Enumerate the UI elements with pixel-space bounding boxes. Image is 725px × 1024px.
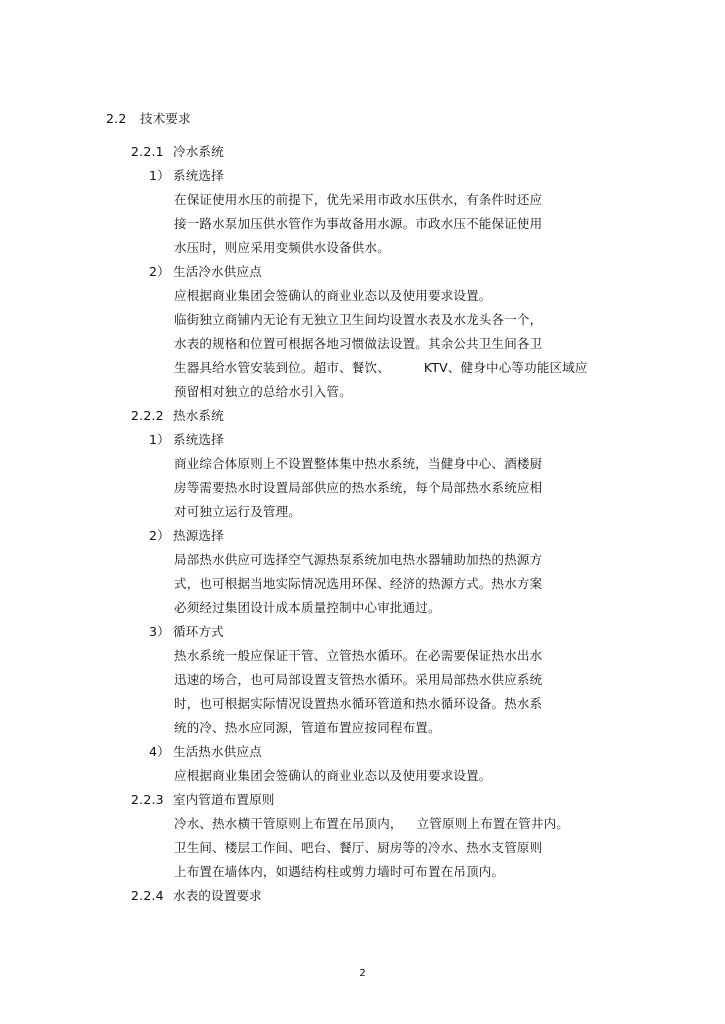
paragraph-line: 商业综合体原则上不设置整体集中热水系统，当健身中心、酒楼厨	[174, 456, 543, 471]
paragraph-line: 预留相对独立的总给水引入管。	[174, 384, 352, 399]
list-item-title: 循环方式	[173, 624, 224, 639]
list-item-number: 3）	[149, 624, 170, 639]
paragraph-line	[174, 816, 569, 832]
paragraph-line: 上布置在墙体内，如遇结构柱或剪力墙时可布置在吊顶内。	[174, 864, 505, 879]
subsection-heading	[131, 888, 262, 904]
subsection-number: 2.2.4	[131, 888, 164, 903]
paragraph-line: 局部热水供应可选择空气源热泵系统加电热水器辅助加热的热源方	[174, 552, 543, 567]
paragraph-line: 在保证使用水压的前提下，优先采用市政水压供水，有条件时还应	[174, 192, 543, 207]
section-number: 2.2	[106, 111, 127, 126]
paragraph-line: 时，也可根据实际情况设置热水循环管道和热水循环设备。热水系	[174, 696, 543, 711]
subsection-number: 2.2.2	[131, 408, 164, 423]
list-item-number: 1）	[149, 432, 170, 447]
paragraph-line: 迅速的场合，也可局部设置支管热水循环。采用局部热水供应系统	[174, 672, 543, 687]
subsection-title: 室内管道布置原则	[173, 792, 275, 807]
list-item-title: 生活冷水供应点	[173, 264, 262, 279]
page-number: 2	[359, 968, 366, 979]
subsection-title: 热水系统	[173, 408, 224, 423]
paragraph-segment: 立管原则上布置在管井内。	[416, 816, 570, 831]
paragraph-segment: 冷水、热水横干管原则上布置在吊顶内，	[174, 816, 403, 831]
subsection-number: 2.2.3	[131, 792, 164, 807]
list-item-number: 2）	[149, 264, 170, 279]
list-item-heading	[149, 624, 224, 640]
paragraph-line: 卫生间、楼层工作间、吧台、餐厅、厨房等的冷水、热水支管原则	[174, 840, 543, 855]
paragraph-line: 热水系统一般应保证干管、立管热水循环。在必需要保证热水出水	[174, 648, 543, 663]
paragraph-segment: 生器具给水管安装到位。超市、餐饮、	[174, 360, 390, 375]
paragraph-line: 应根据商业集团会签确认的商业业态以及使用要求设置。	[174, 288, 492, 303]
list-item-heading	[149, 528, 224, 544]
list-item-heading	[149, 744, 262, 760]
subsection-number: 2.2.1	[131, 144, 164, 159]
section-heading	[106, 111, 191, 127]
paragraph-line: 水压时，则应采用变频供水设备供水。	[174, 240, 390, 255]
paragraph-line: 水表的规格和位置可根据各地习惯做法设置。其余公共卫生间各卫	[174, 336, 543, 351]
subsection-heading	[131, 144, 224, 160]
paragraph-line: 房等需要热水时设置局部供应的热水系统，每个局部热水系统应相	[174, 480, 543, 495]
paragraph-segment: KTV、健身中心等功能区域应	[423, 360, 588, 375]
paragraph-line	[174, 360, 588, 376]
paragraph-line: 统的冷、热水应同源，管道布置应按同程布置。	[174, 720, 441, 735]
subsection-title: 冷水系统	[173, 144, 224, 159]
list-item-number: 4）	[149, 744, 170, 759]
paragraph-line: 式，也可根据当地实际情况选用环保、经济的热源方式。热水方案	[174, 576, 543, 591]
section-title: 技术要求	[140, 111, 191, 126]
list-item-title: 系统选择	[173, 168, 224, 183]
list-item-number: 2）	[149, 528, 170, 543]
paragraph-line: 对可独立运行及管理。	[174, 504, 302, 519]
list-item-title: 系统选择	[173, 432, 224, 447]
list-item-title: 生活热水供应点	[173, 744, 262, 759]
list-item-number: 1）	[149, 168, 170, 183]
paragraph-line: 接一路水泵加压供水管作为事故备用水源。市政水压不能保证使用	[174, 216, 543, 231]
list-item-heading	[149, 264, 262, 280]
paragraph-line: 临街独立商铺内无论有无独立卫生间均设置水表及水龙头各一个，	[174, 312, 543, 327]
list-item-heading	[149, 168, 224, 184]
paragraph-line: 必须经过集团设计成本质量控制中心审批通过。	[174, 600, 441, 615]
paragraph-line: 应根据商业集团会签确认的商业业态以及使用要求设置。	[174, 768, 492, 783]
subsection-heading	[131, 792, 275, 808]
list-item-title: 热源选择	[173, 528, 224, 543]
subsection-heading	[131, 408, 224, 424]
list-item-heading	[149, 432, 224, 448]
subsection-title: 水表的设置要求	[173, 888, 262, 903]
